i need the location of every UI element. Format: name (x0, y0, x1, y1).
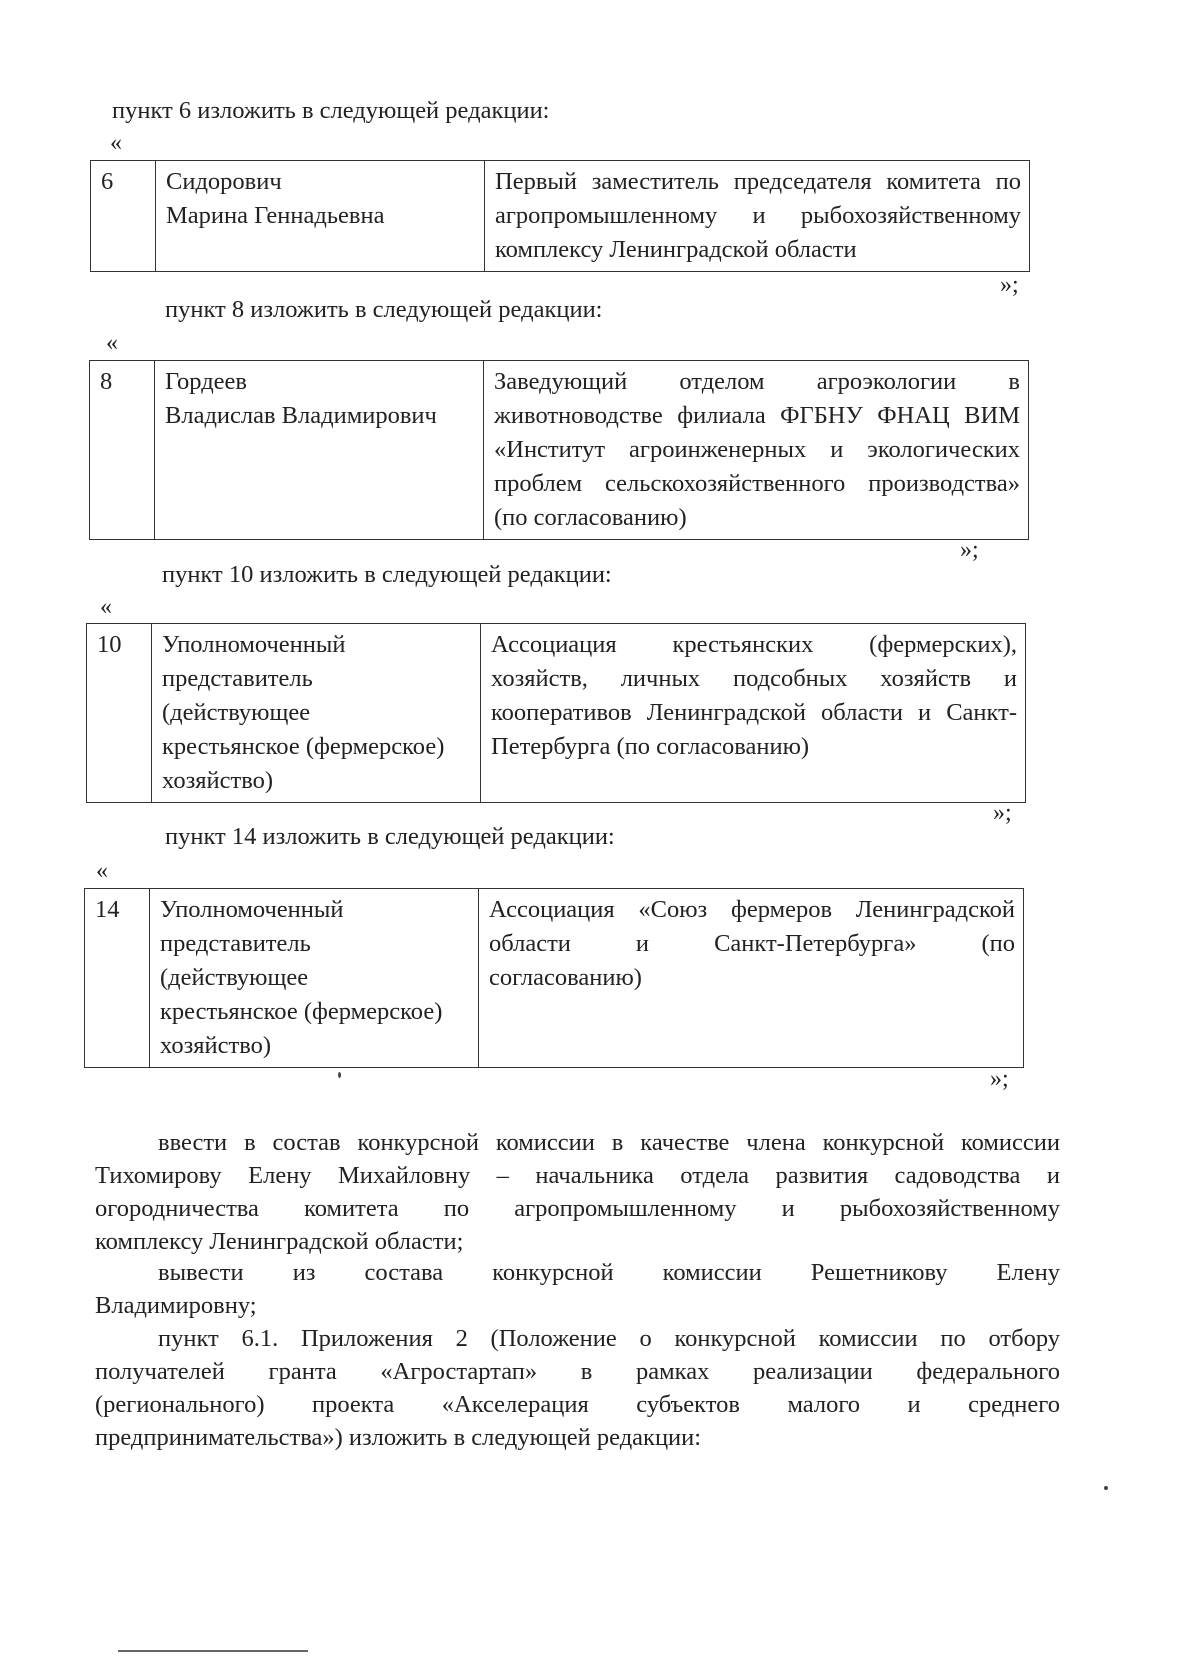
name-line: крестьянское (фермерское) (162, 733, 445, 760)
member-table (86, 623, 1026, 803)
member-name-cell (152, 624, 481, 803)
position-line: согласованию) (489, 964, 642, 991)
row-number: 6 (91, 161, 156, 272)
name-line: Уполномоченный (160, 896, 344, 923)
member-position-cell (485, 161, 1030, 272)
paragraph-line: предпринимательства») изложить в следующей редакции: (95, 1424, 702, 1451)
position-line: области и Санкт-Петербурга» (по (489, 930, 1015, 957)
item-intro: пункт 10 изложить в следующей редакции: (162, 561, 612, 588)
quote-open: « (100, 594, 112, 620)
name-line: Марина Геннадьевна (166, 202, 385, 229)
paragraph-line: Тихомирову Елену Михайловну – начальника отдела развития садоводства и (95, 1162, 1060, 1189)
position-line: «Институт агроинженерных и экологических (494, 436, 1020, 463)
position-line: Петербурга (по согласованию) (491, 733, 810, 760)
quote-open: « (110, 130, 122, 156)
position-line: кооперативов Ленинградской области и Санкт- (491, 699, 1017, 726)
quote-close: »; (993, 800, 1012, 826)
name-line: хозяйство) (162, 767, 274, 794)
quote-open: « (106, 330, 118, 356)
paragraph-line: пункт 6.1. Приложения 2 (Положение о конкурсной комиссии по отбору (158, 1325, 1060, 1352)
scan-speck (338, 1072, 341, 1078)
position-line: (по согласованию) (494, 504, 687, 531)
table-row (85, 889, 1024, 1068)
body-paragraph (95, 1256, 1060, 1322)
member-position-cell (481, 624, 1026, 803)
position-line: Заведующий отделом агроэкологии в (494, 368, 1020, 395)
member-name-cell (155, 361, 484, 540)
name-line: хозяйство) (160, 1032, 272, 1059)
row-number: 14 (85, 889, 150, 1068)
item-intro: пункт 14 изложить в следующей редакции: (165, 823, 615, 850)
paragraph-line: получателей гранта «Агростартап» в рамках реализации федерального (95, 1358, 1060, 1385)
table-row (90, 361, 1029, 540)
name-line: Владислав Владимирович (165, 402, 437, 429)
body-paragraph (95, 1126, 1060, 1258)
quote-close: »; (960, 537, 979, 563)
member-table (89, 360, 1029, 540)
row-number: 10 (87, 624, 152, 803)
row-number: 8 (90, 361, 155, 540)
member-position-cell (484, 361, 1029, 540)
member-table (90, 160, 1030, 272)
name-line: (действующее (162, 699, 311, 726)
paragraph-line: вывести из состава конкурсной комиссии Решетникову Елену (158, 1259, 1060, 1286)
position-line: Первый заместитель председателя комитета по (495, 168, 1021, 195)
body-paragraph (95, 1322, 1060, 1454)
table-row (91, 161, 1030, 272)
quote-close: »; (1000, 272, 1019, 298)
paragraph-line: огородничества комитета по агропромышленному и рыбохозяйственному (95, 1195, 1060, 1222)
member-table (84, 888, 1024, 1068)
name-line: представитель (162, 665, 313, 692)
paragraph-line: ввести в состав конкурсной комиссии в качестве члена конкурсной комиссии (158, 1129, 1060, 1156)
member-position-cell (479, 889, 1024, 1068)
item-intro: пункт 8 изложить в следующей редакции: (165, 296, 603, 323)
name-line: крестьянское (фермерское) (160, 998, 443, 1025)
scan-speck (1104, 1486, 1108, 1490)
table-row (87, 624, 1026, 803)
name-line: Уполномоченный (162, 631, 346, 658)
name-line: представитель (160, 930, 311, 957)
item-intro: пункт 6 изложить в следующей редакции: (112, 97, 550, 124)
member-name-cell (156, 161, 485, 272)
name-line: (действующее (160, 964, 309, 991)
position-line: Ассоциация «Союз фермеров Ленинградской (489, 896, 1015, 923)
quote-open: « (96, 858, 108, 884)
position-line: хозяйств, личных подсобных хозяйств и (491, 665, 1017, 692)
member-name-cell (150, 889, 479, 1068)
position-line: проблем сельскохозяйственного производства» (494, 470, 1020, 497)
paragraph-line: (регионального) проекта «Акселерация субъектов малого и среднего (95, 1391, 1060, 1418)
position-line: Ассоциация крестьянских (фермерских), (491, 631, 1017, 658)
paragraph-line: комплексу Ленинградской области; (95, 1228, 464, 1255)
scan-artifact-line (118, 1650, 308, 1652)
position-line: комплексу Ленинградской области (495, 236, 857, 263)
position-line: животноводстве филиала ФГБНУ ФНАЦ ВИМ (494, 402, 1020, 429)
position-line: агропромышленному и рыбохозяйственному (495, 202, 1021, 229)
paragraph-line: Владимировну; (95, 1292, 257, 1319)
quote-close: »; (990, 1066, 1009, 1092)
name-line: Сидорович (166, 168, 282, 195)
name-line: Гордеев (165, 368, 247, 395)
